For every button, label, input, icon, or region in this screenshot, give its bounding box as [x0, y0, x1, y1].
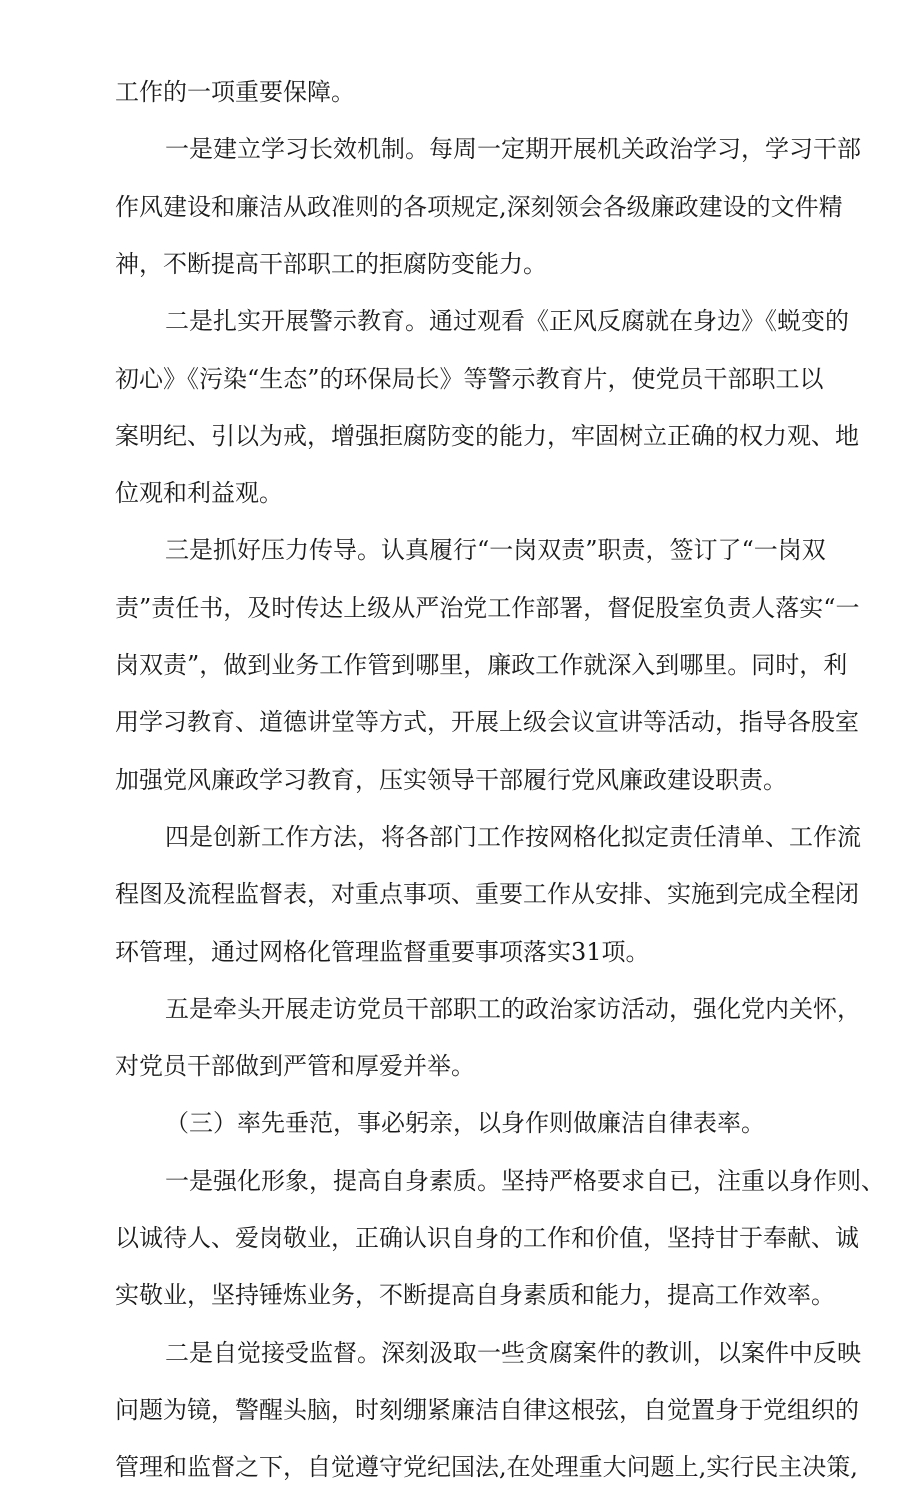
text-line: 对党员干部做到严管和厚爱并举。 — [115, 1052, 475, 1081]
text-line: 位观和利益观。 — [115, 479, 283, 508]
text-line: 五是牵头开展走访党员干部职工的政治家访活动，强化党内关怀， — [165, 994, 861, 1023]
text-line: 四是创新工作方法，将各部门工作按网格化拟定责任清单、工作流 — [165, 822, 861, 851]
text-line: 工作的一项重要保障。 — [115, 78, 355, 106]
text-line: 管理和监督之下，自觉遵守党纪国法,在处理重大问题上,实行民主决策, — [115, 1453, 858, 1482]
text-line: 责”责任书，及时传达上级从严治党工作部署，督促股室负责人落实“一 — [115, 593, 860, 622]
text-line: 用学习教育、道德讲堂等方式，开展上级会议宣讲等活动，指导各股室 — [115, 708, 859, 737]
text-line: 神，不断提高干部职工的拒腐防变能力。 — [115, 249, 547, 278]
text-line: 问题为镜，警醒头脑，时刻绷紧廉洁自律这根弦，自觉置身于党组织的 — [115, 1395, 859, 1424]
text-line: 加强党风廉政学习教育，压实领导干部履行党风廉政建设职责。 — [115, 765, 787, 794]
text-line: 一是建立学习长效机制。每周一定期开展机关政治学习，学习干部 — [165, 135, 861, 164]
text-line: 案明纪、引以为戒，增强拒腐防变的能力，牢固树立正确的权力观、地 — [115, 421, 859, 450]
text-line: （三）率先垂范，事必躬亲，以身作则做廉洁自律表率。 — [165, 1109, 765, 1138]
text-line: 程图及流程监督表，对重点事项、重要工作从安排、实施到完成全程闭 — [115, 880, 859, 909]
text-line: 环管理，通过网格化管理监督重要事项落实31项。 — [115, 937, 650, 966]
text-line: 二是扎实开展警示教育。通过观看《正风反腐就在身边》《蜕变的 — [165, 307, 849, 336]
text-line: 初心》《污染“生态”的环保局长》等警示教育片，使党员干部职工以 — [115, 364, 824, 393]
text-line: 岗双责”，做到业务工作管到哪里，廉政工作就深入到哪里。同时，利 — [115, 651, 848, 679]
text-line: 二是自觉接受监督。深刻汲取一些贪腐案件的教训，以案件中反映 — [165, 1338, 861, 1367]
text-line: 以诚待人、爱岗敬业，正确认识自身的工作和价值，坚持甘于奉献、诚 — [115, 1224, 859, 1252]
text-line: 三是抓好压力传导。认真履行“一岗双责”职责，签订了“一岗双 — [165, 536, 826, 565]
text-line: 一是强化形象，提高自身素质。坚持严格要求自已，注重以身作则、 — [165, 1166, 885, 1195]
text-line: 实敬业，坚持锤炼业务，不断提高自身素质和能力，提高工作效率。 — [115, 1281, 835, 1310]
text-line: 作风建设和廉洁从政准则的各项规定,深刻领会各级廉政建设的文件精 — [115, 192, 843, 221]
